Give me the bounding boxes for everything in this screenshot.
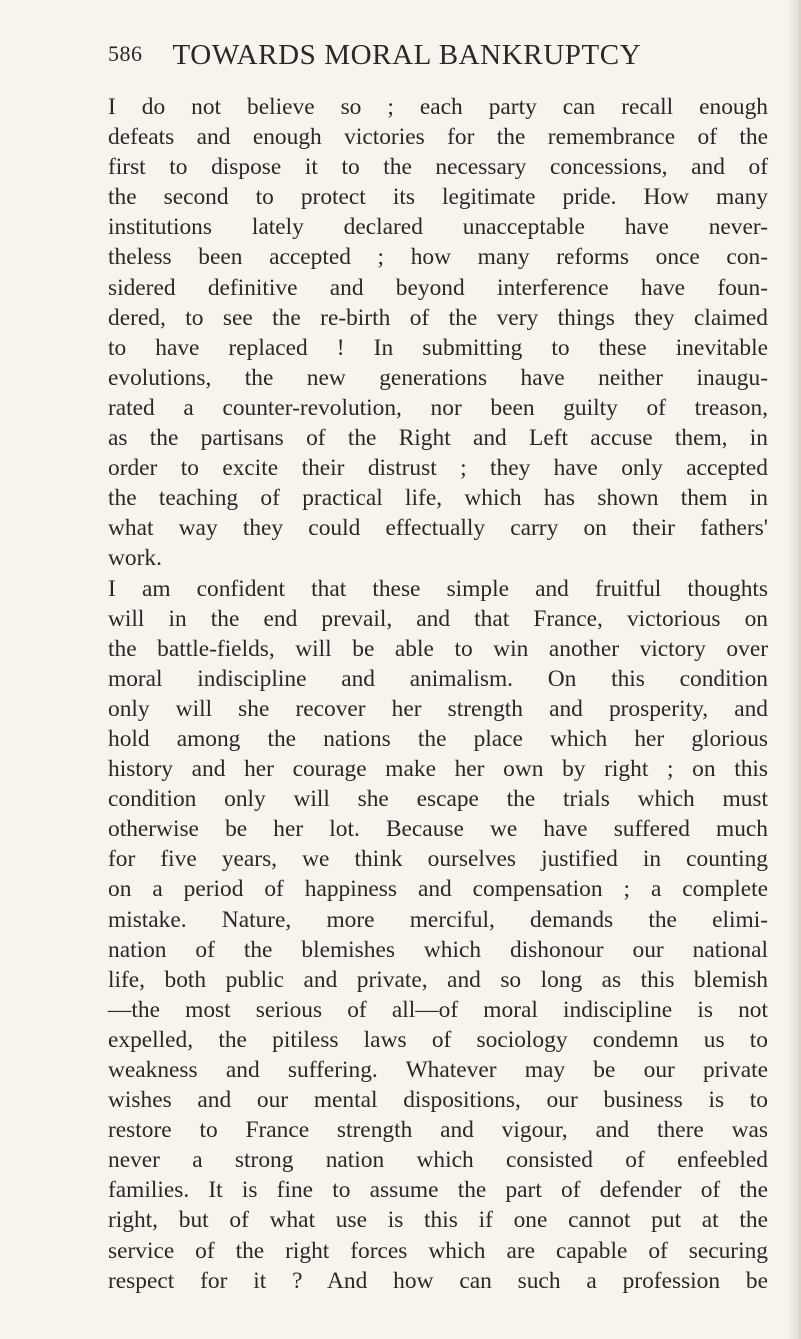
text-line: moral indiscipline and animalism. On this condition	[108, 665, 768, 692]
page-header	[108, 38, 708, 78]
text-line: on a period of happiness and compensation ; a complete	[108, 876, 768, 903]
text-line: the second to protect its legitimate pride. How many	[108, 184, 768, 211]
text-line: the battle-fields, will be able to win another victory over	[108, 635, 768, 662]
text-line: evolutions, the new generations have neither inaugu-	[108, 364, 768, 391]
text-line: service of the right forces which are capable of securing	[108, 1237, 768, 1264]
text-line: dered, to see the re-birth of the very things they claimed	[108, 304, 768, 331]
text-line: institutions lately declared unacceptable have never-	[108, 214, 768, 241]
text-line: I do not believe so ; each party can recall enough	[108, 94, 768, 120]
running-head: TOWARDS MORAL BANKRUPTCY	[172, 39, 642, 71]
text-line: expelled, the pitiless laws of sociology condemn us to	[108, 1026, 768, 1053]
text-line: I am confident that these simple and fruitful thoughts	[108, 575, 768, 602]
text-line: restore to France strength and vigour, and there was	[108, 1117, 768, 1144]
text-line: hold among the nations the place which her glorious	[108, 725, 768, 752]
text-line: history and her courage make her own by right ; on this	[108, 756, 768, 783]
text-line: theless been accepted ; how many reforms once con-	[108, 244, 768, 271]
text-line: defeats and enough victories for the remembrance of the	[108, 124, 768, 151]
text-line: wishes and our mental dispositions, our business is to	[108, 1087, 768, 1114]
text-line: —the most serious of all—of moral indiscipline is not	[108, 996, 768, 1023]
text-line: sidered definitive and beyond interference have foun-	[108, 274, 768, 301]
text-line: weakness and suffering. Whatever may be our private	[108, 1057, 768, 1083]
text-line: rated a counter-revolution, nor been guilty of treason,	[108, 394, 768, 421]
text-line: condition only will she escape the trials which must	[108, 786, 768, 813]
body-text	[108, 92, 768, 1296]
text-line: the teaching of practical life, which has shown them in	[108, 485, 768, 512]
text-line: life, both public and private, and so long as this blemish	[108, 966, 768, 993]
text-line: work.	[108, 545, 162, 572]
text-line: respect for it ? And how can such a profession be	[108, 1267, 768, 1294]
text-line: never a strong nation which consisted of enfeebled	[108, 1147, 768, 1174]
text-line: right, but of what use is this if one cannot put at the	[108, 1207, 768, 1234]
paragraph-1	[108, 92, 768, 574]
page-number: 586	[108, 41, 143, 66]
text-line: nation of the blemishes which dishonour our national	[108, 936, 768, 963]
text-line: what way they could effectually carry on their fathers'	[108, 515, 768, 542]
text-line: mistake. Nature, more merciful, demands the elimi-	[108, 906, 768, 933]
text-line: order to excite their distrust ; they have only accepted	[108, 455, 768, 482]
text-line: only will she recover her strength and prosperity, and	[108, 695, 768, 722]
text-line: will in the end prevail, and that France, victorious on	[108, 605, 768, 632]
text-line: first to dispose it to the necessary concessions, and of	[108, 154, 768, 181]
text-line: otherwise be her lot. Because we have suffered much	[108, 816, 768, 843]
text-line: as the partisans of the Right and Left accuse them, in	[108, 425, 768, 452]
paragraph-2	[108, 574, 768, 1296]
text-line: for five years, we think ourselves justified in counting	[108, 846, 768, 873]
text-line: to have replaced ! In submitting to these inevitable	[108, 334, 768, 361]
text-line: families. It is fine to assume the part of defender of the	[108, 1177, 768, 1204]
page-edge-shadow	[787, 0, 801, 1339]
